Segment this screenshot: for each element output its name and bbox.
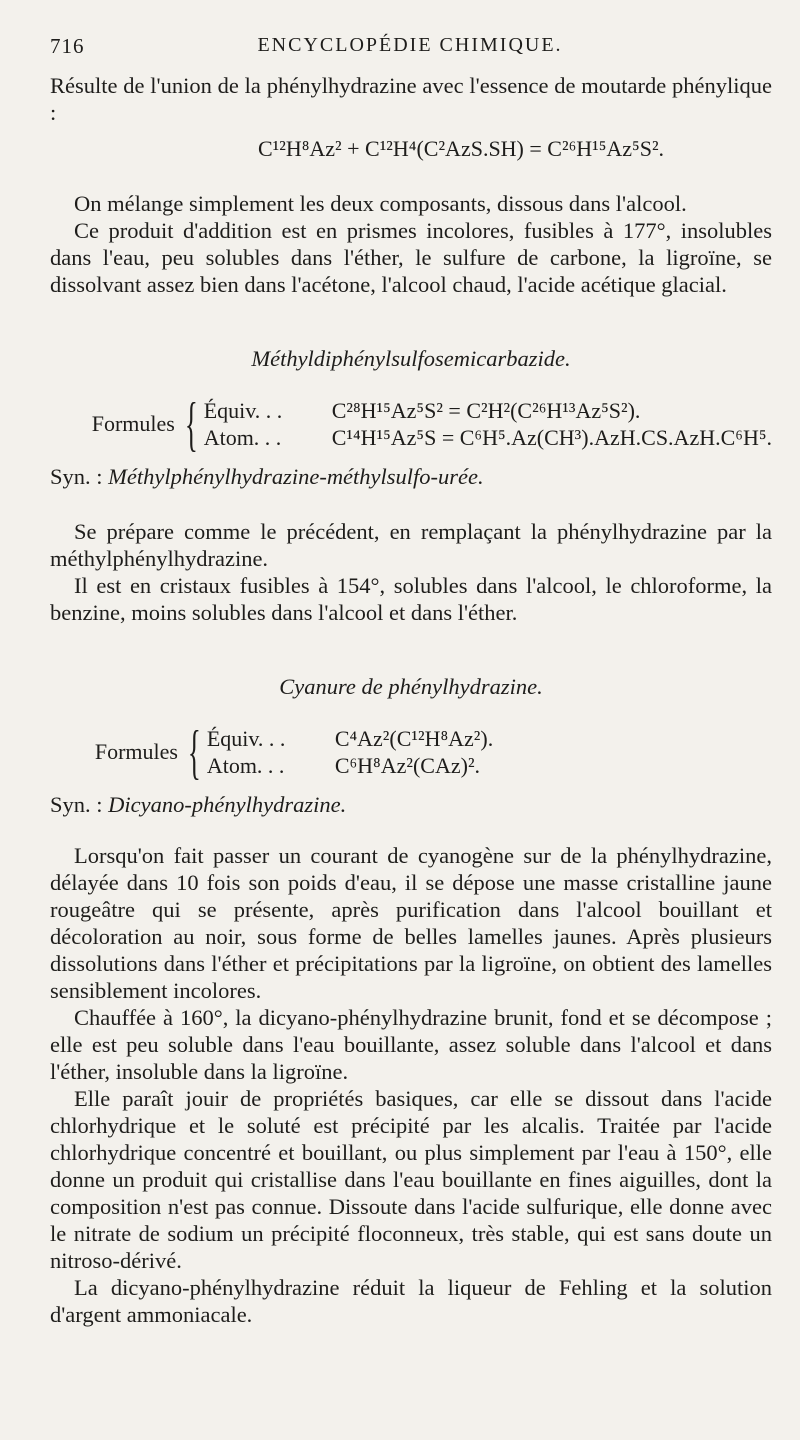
paragraph: Ce produit d'addition est en prismes incolores, fusibles à 177°, insolubles dans l'eau, peu solubles dans l'éther, le sulfure de carbone, la ligroïne, se dissolvant assez bien dans l'acétone, l'alcool chaud, l'acide acétique glacial. [50, 218, 772, 297]
paragraph: Lorsqu'on fait passer un courant de cyanogène sur de la phénylhydrazine, délayée dans 10 fois son poids d'eau, il se dépose une masse cristalline jaune rougeâtre qui se présente, après purification dans l'alcool bouillant et décoloration au noir, sous forme de belles lamelles jaunes. Après plusieurs dissolutions dans l'éther et précipitations par la ligroïne, on obtient des lamelles sensiblement incolores. [50, 843, 772, 1003]
synonym-line [50, 464, 772, 490]
formula-block [50, 391, 772, 457]
page-number: 716 [50, 34, 85, 58]
formulas-label: Formules [94, 739, 178, 764]
reaction-equation: C¹²H⁸Az² + C¹²H⁴(C²AzS.SH) = C²⁶H¹⁵Az⁵S². [257, 136, 665, 161]
page-body [50, 72, 772, 1328]
page-header [50, 34, 770, 64]
paragraph: Chauffée à 160°, la dicyano-phénylhydrazine brunit, fond et se décompose ; elle est peu soluble dans l'eau bouillante, assez soluble dans l'alcool et dans l'éther, insoluble dans la ligroïne. [50, 1005, 772, 1084]
equiv-formula: C²⁸H¹⁵Az⁵S² = C²H²(C²⁶H¹³Az⁵S²). [331, 398, 641, 423]
atom-formula: C¹⁴H¹⁵Az⁵S = C⁶H⁵.Az(CH³).AzH.CS.AzH.C⁶H⁵. [331, 425, 772, 450]
formula-block [50, 719, 772, 785]
syn-label: Syn. : [50, 792, 103, 817]
equiv-label: Équiv. . . [206, 726, 286, 751]
brace: { [187, 719, 201, 785]
syn-label: Syn. : [50, 464, 103, 489]
atom-label: Atom. . . [206, 753, 285, 778]
compound-title: Cyanure de phénylhydrazine. [279, 674, 543, 699]
paragraph: On mélange simplement les deux composants, dissous dans l'alcool. [74, 191, 687, 216]
syn-name: Dicyano-phénylhydrazine. [108, 792, 347, 817]
running-title: ENCYCLOPÉDIE CHIMIQUE. [257, 34, 563, 56]
compound-title: Méthyldiphénylsulfosemicarbazide. [251, 346, 571, 371]
formulas-label: Formules [91, 411, 175, 436]
paragraph: La dicyano-phénylhydrazine réduit la liqueur de Fehling et la solution d'argent ammoniacale. [50, 1275, 772, 1327]
paragraph: Se prépare comme le précédent, en remplaçant la phénylhydrazine par la méthylphénylhydrazine. [50, 519, 772, 571]
atom-formula: C⁶H⁸Az²(CAz)². [334, 753, 481, 778]
brace: { [184, 391, 198, 457]
syn-name: Méthylphénylhydrazine-méthylsulfo-urée. [108, 464, 484, 489]
atom-label: Atom. . . [203, 425, 282, 450]
synonym-line [50, 792, 772, 818]
equiv-label: Équiv. . . [203, 398, 283, 423]
equiv-formula: C⁴Az²(C¹²H⁸Az²). [334, 726, 494, 751]
paragraph: Il est en cristaux fusibles à 154°, solubles dans l'alcool, le chloroforme, la benzine, moins solubles dans l'alcool et dans l'éther. [50, 573, 772, 625]
intro-paragraph: Résulte de l'union de la phénylhydrazine avec l'essence de moutarde phénylique : [50, 73, 772, 125]
paragraph: Elle paraît jouir de propriétés basiques, car elle se dissout dans l'acide chlorhydrique et le soluté est précipité par les alcalis. Traitée par l'acide chlorhydrique concentré et bouillant, ou plus simplement par l'eau à 150°, elle donne un produit qui cristallise dans l'eau bouillante en fines aiguilles, dont la composition n'est pas connue. Dissoute dans l'acide sulfurique, elle donne avec le nitrate de sodium un précipité floconneux, très stable, qui est sans doute un nitroso-dérivé. [50, 1086, 772, 1273]
